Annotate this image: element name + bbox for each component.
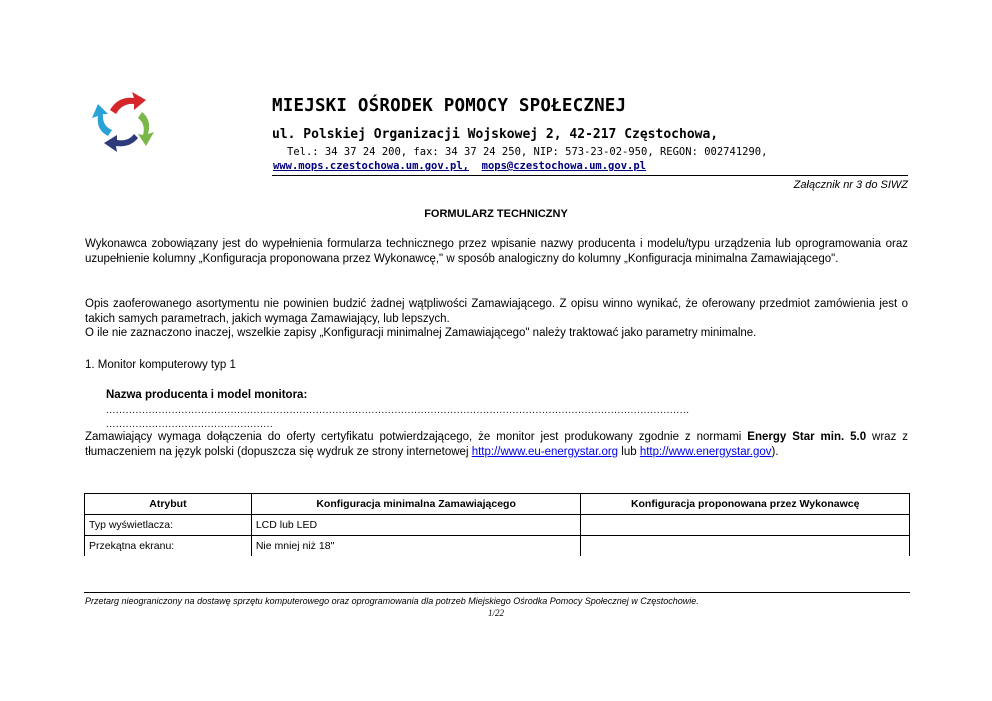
proposed-config-cell[interactable] xyxy=(581,536,910,557)
minimum-config-cell: Nie mniej niż 18'' xyxy=(251,536,581,557)
column-header: Atrybut xyxy=(85,494,252,515)
requirement-text-1: Zamawiający wymaga dołączenia do oferty certyfikatu potwierdzającego, że monitor jest produkowany zgodnie z normami xyxy=(85,431,748,443)
mops-logo xyxy=(90,88,158,152)
requirement-text-3: lub xyxy=(618,445,640,458)
attribute-cell: Przekątna ekranu: xyxy=(85,536,252,557)
fill-in-line-1: .................................................................................................................................................................................. xyxy=(106,405,690,416)
logo-green-arrow xyxy=(138,112,154,146)
org-name: MIEJSKI OŚRODEK POMOCY SPOŁECZNEJ xyxy=(272,96,627,116)
email-link[interactable]: mops@czestochowa.um.gov.pl xyxy=(481,160,646,172)
footer-text: Przetarg nieograniczony na dostawę sprzętu komputerowego oraz oprogramowania dla potrzeb Miejskiego Ośrodka Pomocy Społecznej w Częstochowie. xyxy=(85,596,699,606)
intro-paragraph: Wykonawca zobowiązany jest do wypełnienia formularza technicznego przez wpisanie nazwy producenta i modelu/typu urządzenia lub oprogramowania oraz uzupełnienie kolumny „Konfiguracja proponowana przez Wykonawcę," w sposób analogiczny do kolumny „Konfiguracja minimalna Zamawiającego". xyxy=(85,238,908,265)
description-paragraph xyxy=(85,297,908,341)
eu-energystar-link[interactable]: http://www.eu-energystar.org xyxy=(471,445,619,458)
org-links xyxy=(273,160,646,172)
requirement-text-4: ). xyxy=(771,445,779,458)
attachment-label: Załącznik nr 3 do SIWZ xyxy=(793,179,908,191)
minimum-config-cell: LCD lub LED xyxy=(251,515,581,536)
spec-table xyxy=(84,493,910,556)
logo-red-arrow xyxy=(110,92,146,114)
description-text-2: O ile nie zaznaczono inaczej, wszelkie zapisy „Konfiguracji minimalnej Zamawiającego" należy traktować jako parametry minimalne. xyxy=(85,327,757,339)
list-item-monitor: 1. Monitor komputerowy typ 1 xyxy=(85,359,236,371)
attribute-cell: Typ wyświetlacza: xyxy=(85,515,252,536)
proposed-config-cell[interactable] xyxy=(581,515,910,536)
energystar-link[interactable]: http://www.energystar.gov xyxy=(639,445,772,458)
footer-rule xyxy=(84,592,910,593)
org-address: ul. Polskiej Organizacji Wojskowej 2, 42-217 Częstochowa, xyxy=(272,127,719,142)
logo-navy-arrow xyxy=(104,134,138,152)
requirement-text-2: wraz z tłumaczeniem na język polski (dopuszcza się wydruk ze strony internetowej xyxy=(85,431,909,458)
fill-in-line-2: ................................................... xyxy=(106,419,274,430)
requirement-paragraph xyxy=(85,430,908,459)
manufacturer-model-label: Nazwa producenta i model monitora: xyxy=(106,389,308,401)
page-number: 1/22 xyxy=(487,608,504,618)
table-row xyxy=(85,515,910,536)
org-contact: Tel.: 34 37 24 200, fax: 34 37 24 250, NIP: 573-23-02-950, REGON: 002741290, xyxy=(287,146,768,158)
website-link[interactable]: www.mops.czestochowa.um.gov.pl, xyxy=(273,160,469,172)
description-text-1: Opis zaoferowanego asortymentu nie powinien budzić żadnej wątpliwości Zamawiającego. Z opisu winno wynikać, że oferowany przedmiot zamówienia jest o takich samych parametrach, jakich wymaga Zamawiający, lub lepszych. xyxy=(85,298,908,325)
requirement-standard: Energy Star min. 5.0 xyxy=(747,431,867,443)
column-header: Konfiguracja minimalna Zamawiającego xyxy=(251,494,581,515)
table-row xyxy=(85,536,910,557)
logo-blue-arrow xyxy=(92,104,112,136)
document-title: FORMULARZ TECHNICZNY xyxy=(424,208,568,220)
header-rule xyxy=(272,175,908,176)
table-header-row xyxy=(85,494,910,515)
column-header: Konfiguracja proponowana przez Wykonawcę xyxy=(581,494,910,515)
